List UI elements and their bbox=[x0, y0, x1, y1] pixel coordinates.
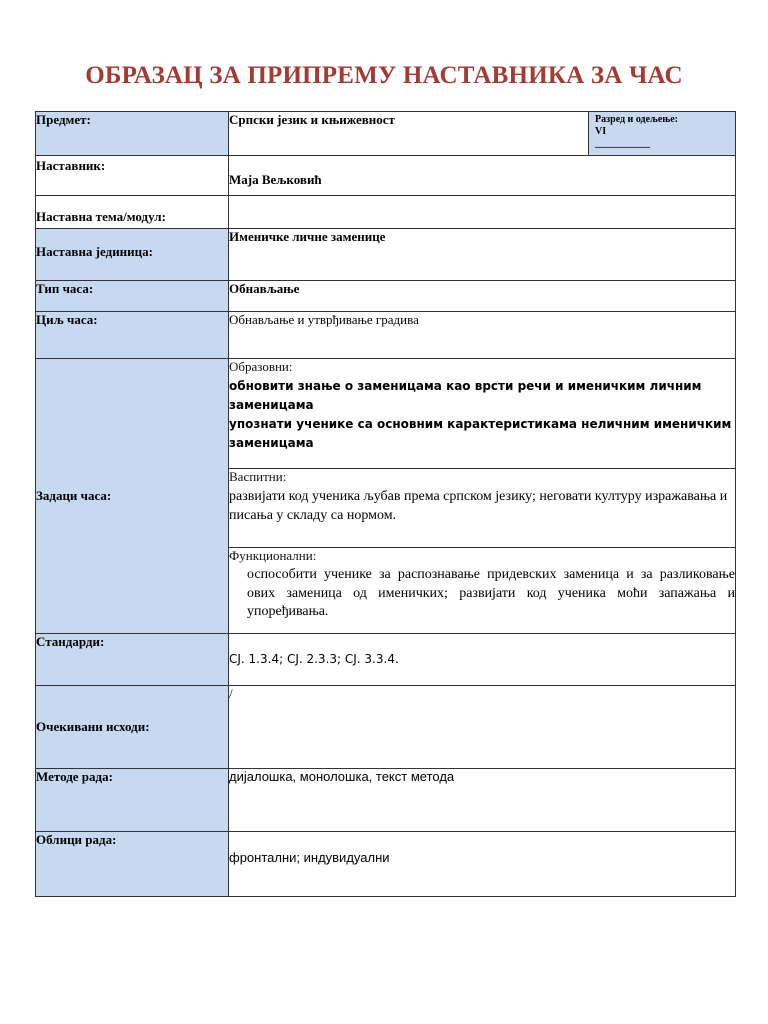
row-outcomes bbox=[36, 686, 736, 769]
outcomes-value: / bbox=[229, 686, 736, 769]
row-type bbox=[36, 281, 736, 312]
educational-line-2: упознати ученике са основним карактеристикама неличним именичким заменицама bbox=[229, 417, 732, 450]
unit-value: Именичке личне заменице bbox=[229, 229, 736, 281]
upbringing-label: Васпитни: bbox=[229, 469, 287, 484]
grade-line: ___________ bbox=[595, 138, 650, 149]
row-methods bbox=[36, 769, 736, 832]
row-subject bbox=[36, 112, 736, 156]
type-label: Тип часа: bbox=[36, 281, 229, 312]
row-standards bbox=[36, 634, 736, 686]
goal-label: Циљ часа: bbox=[36, 312, 229, 359]
functional-label: Функционални: bbox=[229, 548, 317, 563]
tasks-upbringing bbox=[229, 469, 736, 548]
type-value: Обнављање bbox=[229, 281, 736, 312]
row-goal bbox=[36, 312, 736, 359]
subject-value-text: Српски језик и књижевност bbox=[229, 112, 395, 127]
teacher-name: Маја Вељковић bbox=[229, 172, 322, 187]
row-tasks-educational bbox=[36, 359, 736, 469]
row-topic bbox=[36, 196, 736, 229]
educational-label: Образовни: bbox=[229, 359, 293, 374]
row-unit bbox=[36, 229, 736, 281]
tasks-label: Задаци часа: bbox=[36, 359, 229, 634]
unit-label: Наставна јединица: bbox=[36, 229, 229, 281]
grade-value: VI bbox=[595, 126, 607, 137]
goal-value: Обнављање и утврђивање градива bbox=[229, 312, 736, 359]
functional-text: оспособити ученике за распознавање придевских заменица и за разликовање ових заменица од именичких; развијати код ученика моћи запажања и упоређивања. bbox=[247, 567, 735, 619]
grade-cell bbox=[589, 112, 736, 156]
tasks-educational bbox=[229, 359, 736, 469]
educational-line-1: обновити знање о заменицама као врсти речи и именичким личним заменицама bbox=[229, 379, 702, 412]
topic-label: Наставна тема/модул: bbox=[36, 196, 229, 229]
standards-label: Стандарди: bbox=[36, 634, 229, 686]
methods-value: дијалошка, монолошка, текст метода bbox=[229, 769, 736, 832]
teacher-label: Наставник: bbox=[36, 156, 229, 196]
outcomes-label: Очекивани исходи: bbox=[36, 686, 229, 769]
subject-value bbox=[229, 112, 589, 156]
standards-value: CJ. 1.3.4; CJ. 2.3.3; CJ. 3.3.4. bbox=[229, 652, 399, 666]
subject-label: Предмет: bbox=[36, 112, 229, 156]
row-forms bbox=[36, 832, 736, 897]
topic-value bbox=[229, 196, 736, 229]
standards-cell bbox=[229, 634, 736, 686]
teacher-value bbox=[229, 156, 736, 196]
row-teacher bbox=[36, 156, 736, 196]
page-title: ОБРАЗАЦ ЗА ПРИПРЕМУ НАСТАВНИКА ЗА ЧАС bbox=[85, 62, 683, 89]
upbringing-text: развијати код ученика љубав према српском језику; неговати културу изражавања и писања у складу са нормом. bbox=[229, 489, 728, 523]
forms-value: фронтални; индувидуални bbox=[229, 832, 736, 897]
tasks-functional bbox=[229, 548, 736, 634]
lesson-plan-table bbox=[35, 111, 736, 897]
methods-label: Методе рада: bbox=[36, 769, 229, 832]
forms-label: Облици рада: bbox=[36, 832, 229, 897]
grade-label: Разред и одељење: bbox=[595, 114, 678, 125]
